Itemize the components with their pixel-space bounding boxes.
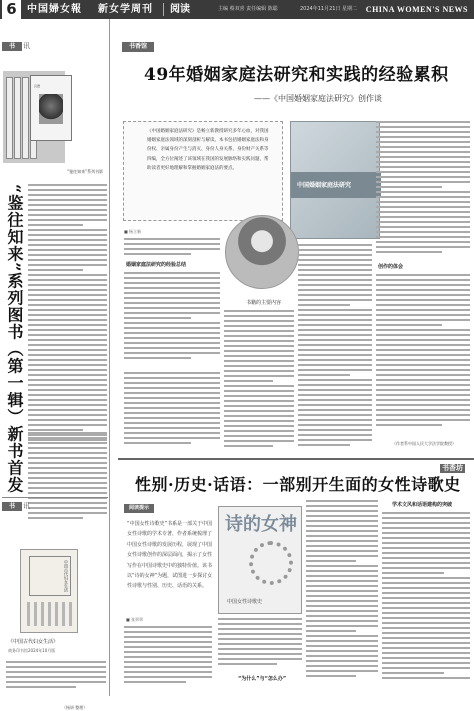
news-tag-2: 书: [2, 502, 22, 511]
left-article-body-3: [6, 661, 106, 695]
ancient-book-caption: 《中国古代妇女生活》: [8, 639, 59, 645]
article2-subhead-d: 学术文风和话语建构的突破: [392, 502, 453, 508]
article1-quote: 《中国婚姻家庭法研究》是畅立新教授研究多年心血，对我国婚姻家庭法领域的深刻剖析与解读。本书包括婚姻家庭法和身份权、亲属身份产生与消灭、身份人身关系、身份财产关系等四编，全方位阐述了该领域在我国的发展脉络和实践问题，帮助读者更好地理解和掌握婚姻家庭法的要点。: [147, 129, 269, 171]
left-byline: （杨妍 整理）: [62, 705, 88, 710]
news-tag-2-suffix: 讯: [23, 502, 30, 510]
reading-tip-tag: 阅读提示: [124, 504, 154, 513]
article2-subhead-c: “为什么”与“怎么办”: [238, 676, 287, 682]
section-name: 新女学周刊: [98, 4, 153, 15]
article2-body-col4: [382, 512, 470, 690]
vertical-headline: “鉴往知来”系列图书（第一辑）新书首发: [5, 184, 24, 494]
article2-logo: 书香坊: [442, 464, 463, 472]
article1-byline: ■ 杨立新: [124, 229, 142, 234]
author-photo-caption: 书籍的主要内容: [246, 300, 282, 306]
article2-book-subtitle: 中国女性诗歌史: [227, 599, 263, 605]
article2-byline: ■ 张翠翠: [126, 617, 144, 622]
article1-subhead-b: 创作的体会: [378, 264, 404, 270]
article1-body-col3: [298, 244, 372, 450]
article1-kicker: 书香馆: [122, 42, 154, 52]
article1-subhead-a: 婚姻家庭法研究的经验总结: [126, 262, 187, 268]
page-number: 6: [2, 0, 23, 19]
book-caption: “鉴往知来”系列书影: [67, 169, 104, 174]
ancient-book-publisher: 商务印书馆2024年10月版: [8, 648, 56, 653]
book-front-cover: [30, 75, 72, 141]
article2-headline: 性别·历史·话语：一部别开生面的女性诗歌史: [135, 475, 461, 494]
cover-ornament: [249, 541, 293, 585]
article1-body-col2: [224, 310, 294, 450]
article1-book-cover: [290, 121, 380, 239]
author-photo: [225, 215, 299, 289]
left-column: [0, 19, 110, 710]
divider: [2, 497, 108, 498]
article1-body-col4: [376, 121, 470, 259]
column-name: 阅读: [163, 3, 190, 16]
news-tag: 书: [2, 42, 22, 51]
left-article-body-cont: [28, 432, 107, 522]
article2-body-col2: [218, 618, 302, 670]
left-article-body: [28, 184, 107, 449]
ancient-book-title: 中国古代妇女生活: [64, 560, 69, 592]
article1-body-col4b: [376, 274, 470, 438]
article1-subhead: ——《中国婚姻家庭法研究》创作谈: [254, 94, 382, 103]
portrait-image: [39, 94, 63, 124]
article2-book-cover: [218, 506, 302, 614]
book-cover-title: 汉语: [34, 84, 41, 88]
article1-author-credit: （作者系中国人民大学法学院教授）: [392, 441, 456, 446]
article1-body-col1: [124, 272, 220, 362]
ancient-book-cover: [20, 549, 78, 633]
article2-book-big-title: 诗的女神: [225, 514, 297, 535]
article1-body-lead: [124, 238, 220, 260]
paper-name: 中国婦女報: [27, 4, 82, 15]
section-divider: [118, 458, 474, 460]
article1-body-col1b: [124, 372, 220, 450]
news-tag-suffix: 讯: [23, 42, 30, 50]
issue-date: 2024年11月21日 星期二: [300, 6, 358, 12]
masthead: [0, 0, 474, 19]
article1-headline: 49年婚姻家庭法研究和实践的经验累积: [144, 65, 449, 85]
article2-quote: “中国女性诗歌史”书系是一部关于中国女性诗歌的学术专著，作者系统梳理了中国女性诗歌的发展历程，展现了中国女性诗歌创作的深层面向，揭示了女性写作在中国诗歌史中的独特价值。该书以“诗的女神”为题，试图进一步探讨女性诗歌与性别、历史、话语的关系。: [127, 521, 213, 590]
article2-body-col1: [124, 626, 212, 690]
figures-illustration: [27, 602, 73, 626]
editors-line: 主编 蔡双喜 责任编辑 陈聪: [218, 6, 278, 12]
paper-english-name: CHINA WOMEN'S NEWS: [365, 5, 468, 14]
article1-book-title: 中国婚姻家庭法研究: [297, 182, 352, 189]
article2-body-col3: [306, 500, 378, 690]
